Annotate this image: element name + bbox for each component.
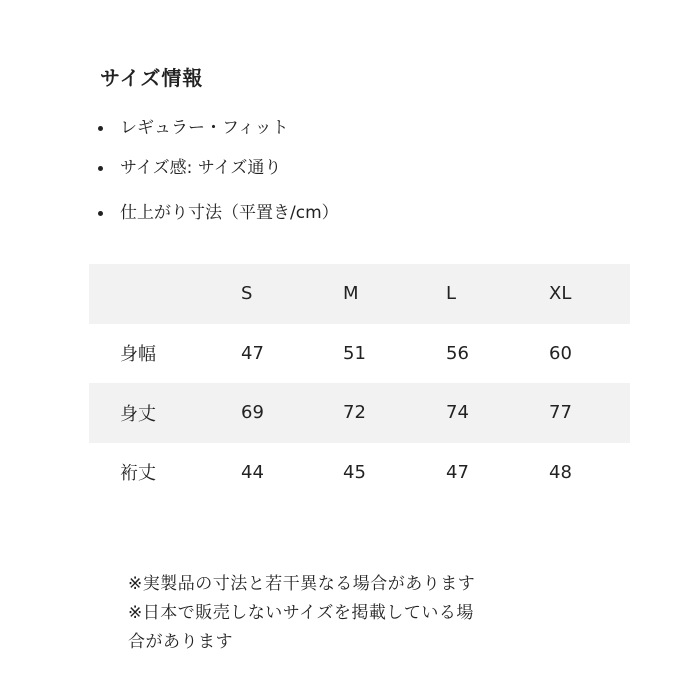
table-row-chest-width — [89, 324, 630, 384]
header-cell-l: L — [446, 264, 549, 324]
table-header-row — [89, 264, 630, 324]
table-cell: 51 — [343, 342, 366, 364]
row-label: 身丈 — [89, 383, 241, 443]
table-cell: 47 — [241, 342, 264, 364]
size-table — [89, 264, 630, 502]
table-cell: 56 — [446, 342, 469, 364]
table-cell: 45 — [343, 461, 366, 483]
row-label: 身幅 — [120, 344, 156, 366]
header-cell-s: S — [241, 264, 343, 324]
table-cell: 48 — [549, 461, 572, 483]
table-cell: 47 — [446, 461, 469, 483]
table-cell: 69 — [241, 383, 343, 443]
section-title: サイズ情報 — [100, 66, 204, 90]
table-cell: 77 — [549, 383, 630, 443]
list-item-fit: レギュラー・フィット — [96, 116, 289, 140]
table-cell: 60 — [549, 342, 572, 364]
note-line-2: ※日本で販売しないサイズを掲載している場 — [128, 603, 474, 623]
header-cell-xl: XL — [549, 264, 630, 324]
table-row-sleeve-length — [89, 443, 630, 503]
list-item-size-feel: サイズ感: サイズ通り — [96, 156, 281, 180]
table-row-body-length — [89, 383, 630, 443]
table-cell: 44 — [241, 461, 264, 483]
note-line-1: ※実製品の寸法と若干異なる場合があります — [128, 574, 476, 594]
note-line-3: 合があります — [128, 632, 233, 652]
disclaimer-notes — [128, 570, 568, 657]
table-cell: 74 — [446, 383, 549, 443]
table-cell: 72 — [343, 383, 446, 443]
header-cell-m: M — [343, 264, 446, 324]
row-label: 裄丈 — [120, 463, 156, 485]
list-item-measurements: 仕上がり寸法（平置き/cm） — [96, 201, 339, 225]
header-cell-empty — [89, 264, 241, 324]
